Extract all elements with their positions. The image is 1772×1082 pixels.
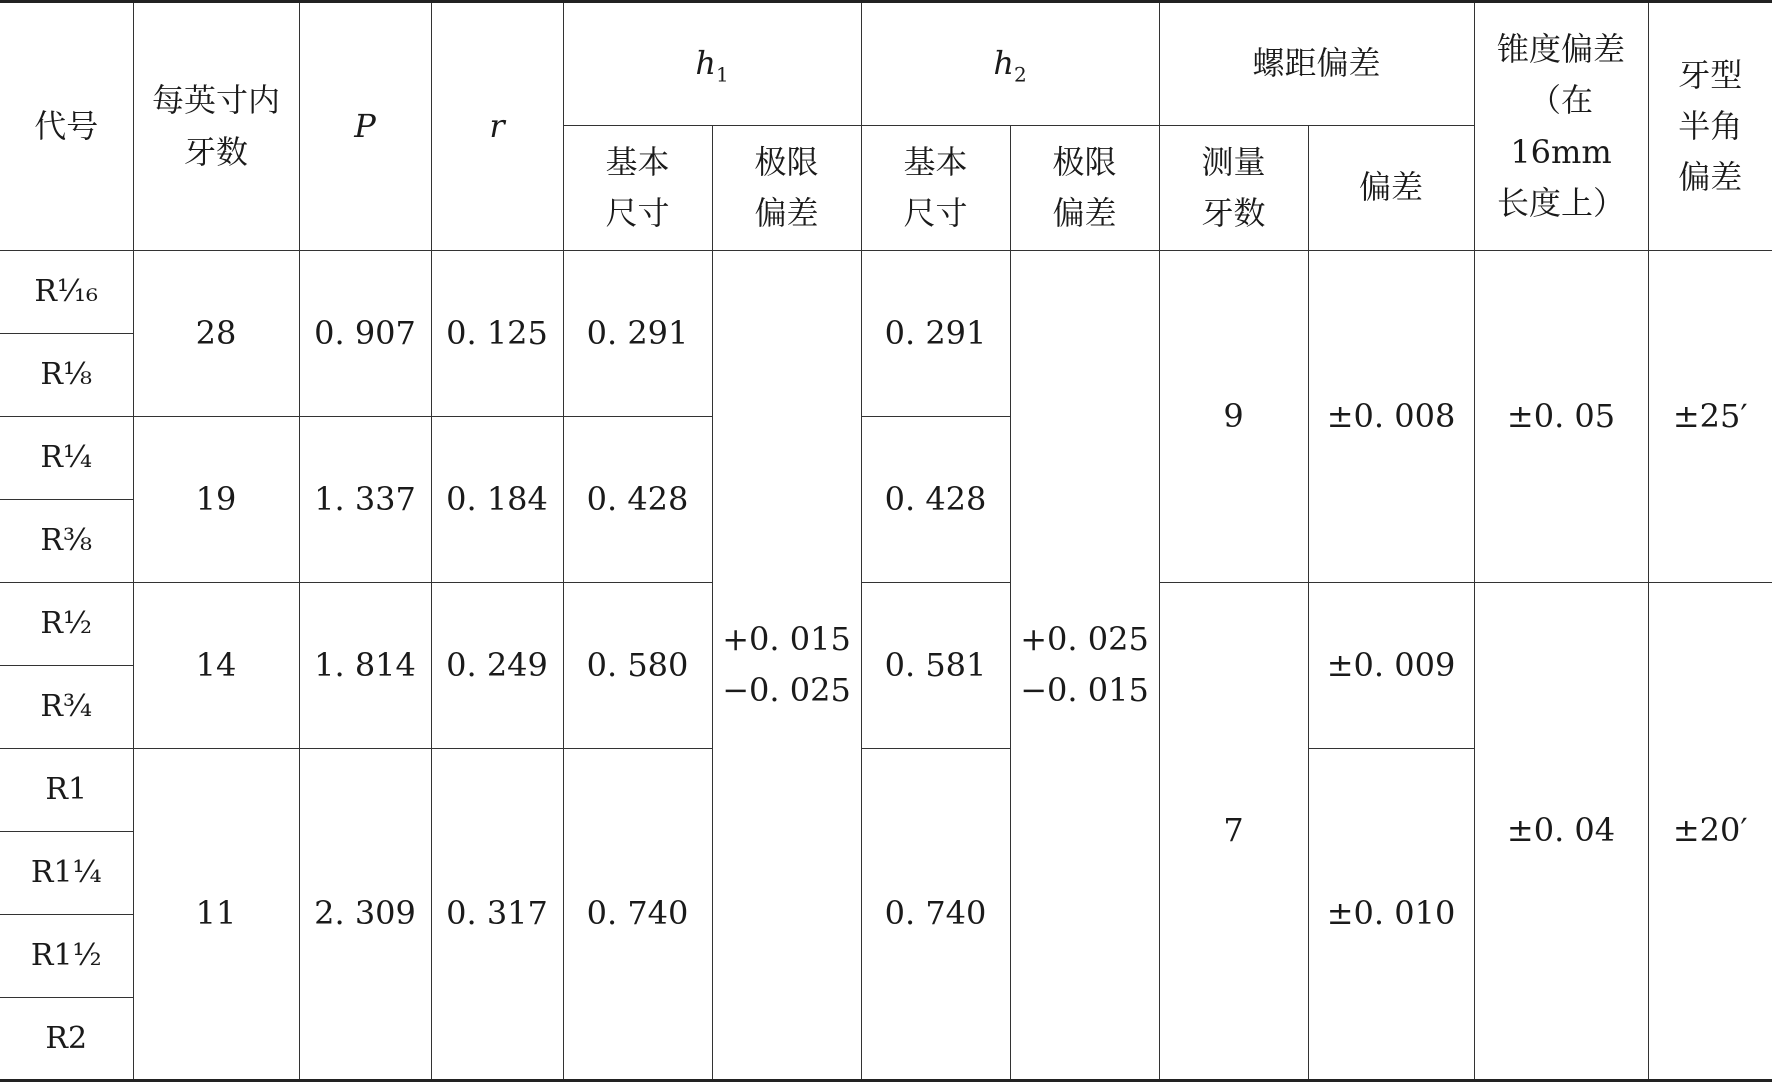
pitch-deviation-cell: ±0. 009 <box>1308 583 1474 749</box>
code-cell: R³⁄₈ <box>0 500 133 583</box>
header-h2 <box>861 2 1159 126</box>
h1-basic-cell: 0. 580 <box>563 583 712 749</box>
header-row-1 <box>0 2 1772 126</box>
header-h1-symbol: h <box>695 43 716 82</box>
header-h2-limit-deviation <box>1010 126 1159 251</box>
header-taper-line-1: 锥度偏差 <box>1497 30 1626 69</box>
tpi-cell: 11 <box>133 749 299 1081</box>
header-h1-limit-line-2: 偏差 <box>754 194 819 232</box>
code-cell: R1¹⁄₂ <box>0 915 133 998</box>
header-code: 代号 <box>0 2 133 251</box>
header-h2-basic-line-1: 基本 <box>903 142 968 181</box>
header-radius: r <box>431 2 563 251</box>
h2-limit-lower: −0. 015 <box>1020 671 1149 709</box>
tpi-cell: 28 <box>133 251 299 417</box>
h2-basic-cell: 0. 428 <box>861 417 1010 583</box>
taper-deviation-cell: ±0. 05 <box>1474 251 1648 583</box>
code-cell: R³⁄₄ <box>0 666 133 749</box>
header-half-angle-line-2: 半角 <box>1678 106 1743 145</box>
radius-cell: 0. 317 <box>431 749 563 1081</box>
h2-basic-cell: 0. 581 <box>861 583 1010 749</box>
header-h1-limit-deviation <box>712 126 861 251</box>
code-cell: R¹⁄₄ <box>0 417 133 500</box>
pitch-deviation-cell: ±0. 010 <box>1308 749 1474 1081</box>
header-tpi-line-2: 牙数 <box>183 132 248 171</box>
header-h2-limit-line-1: 极限 <box>1052 142 1117 181</box>
header-h2-limit-line-2: 偏差 <box>1052 194 1117 232</box>
code-cell: R2 <box>0 998 133 1081</box>
pitch-deviation-cell: ±0. 008 <box>1308 251 1474 583</box>
header-h2-symbol: h <box>993 43 1014 82</box>
header-h2-basic-size <box>861 126 1010 251</box>
header-h1-basic-size <box>563 126 712 251</box>
header-h1-limit-line-1: 极限 <box>754 142 819 181</box>
header-measured-threads <box>1159 126 1308 251</box>
header-taper-deviation <box>1474 2 1648 251</box>
header-tpi <box>133 2 299 251</box>
h1-basic-cell: 0. 291 <box>563 251 712 417</box>
h1-limit-cell <box>712 251 861 1081</box>
h1-basic-cell: 0. 428 <box>563 417 712 583</box>
pitch-cell: 1. 814 <box>299 583 431 749</box>
radius-cell: 0. 249 <box>431 583 563 749</box>
header-half-angle-line-3: 偏差 <box>1678 158 1743 197</box>
taper-deviation-cell: ±0. 04 <box>1474 583 1648 1081</box>
h2-basic-cell: 0. 740 <box>861 749 1010 1081</box>
header-h2-basic-line-2: 尺寸 <box>903 194 968 232</box>
header-measured-line-2: 牙数 <box>1201 194 1266 232</box>
code-cell: R1¹⁄₄ <box>0 832 133 915</box>
header-half-angle-deviation <box>1648 2 1772 251</box>
header-h1-basic-line-2: 尺寸 <box>605 194 670 232</box>
h1-limit-upper: +0. 015 <box>722 619 851 658</box>
tpi-cell: 19 <box>133 417 299 583</box>
header-pitch-deviation: 螺距偏差 <box>1159 2 1474 126</box>
radius-cell: 0. 184 <box>431 417 563 583</box>
h1-limit-lower: −0. 025 <box>722 671 851 709</box>
measured-threads-cell: 7 <box>1159 583 1308 1081</box>
header-taper-line-3: 长度上） <box>1497 183 1626 222</box>
pitch-cell: 0. 907 <box>299 251 431 417</box>
header-h2-subscript: 2 <box>1013 62 1027 87</box>
header-h1-basic-line-1: 基本 <box>605 142 670 181</box>
code-cell: R1 <box>0 749 133 832</box>
header-taper-line-2: （在 16mm <box>1510 81 1612 171</box>
header-h1-subscript: 1 <box>715 62 729 87</box>
pitch-cell: 1. 337 <box>299 417 431 583</box>
measured-threads-cell: 9 <box>1159 251 1308 583</box>
header-measured-line-1: 测量 <box>1201 142 1266 181</box>
h2-limit-upper: +0. 025 <box>1020 619 1149 658</box>
code-cell: R¹⁄₁₆ <box>0 251 133 334</box>
header-tpi-line-1: 每英寸内 <box>151 81 280 120</box>
half-angle-deviation-cell: ±25′ <box>1648 251 1772 583</box>
radius-cell: 0. 125 <box>431 251 563 417</box>
table-row <box>0 583 1772 666</box>
header-deviation: 偏差 <box>1308 126 1474 251</box>
code-cell: R¹⁄₈ <box>0 334 133 417</box>
header-pitch: P <box>299 2 431 251</box>
h2-basic-cell: 0. 291 <box>861 251 1010 417</box>
header-half-angle-line-1: 牙型 <box>1678 55 1743 94</box>
h2-limit-cell <box>1010 251 1159 1081</box>
h1-basic-cell: 0. 740 <box>563 749 712 1081</box>
half-angle-deviation-cell: ±20′ <box>1648 583 1772 1081</box>
tpi-cell: 14 <box>133 583 299 749</box>
header-h1 <box>563 2 861 126</box>
table-row <box>0 251 1772 334</box>
code-cell: R¹⁄₂ <box>0 583 133 666</box>
pitch-cell: 2. 309 <box>299 749 431 1081</box>
